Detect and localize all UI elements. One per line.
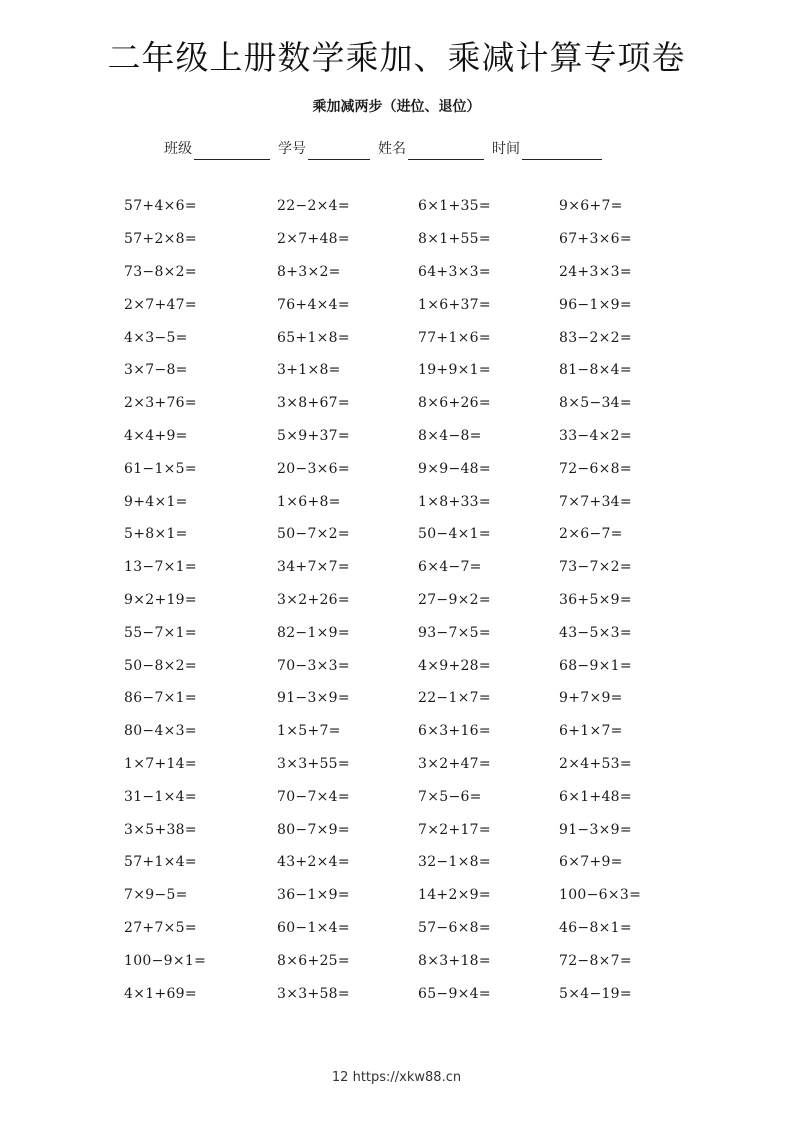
math-problem: 80−4×3=	[124, 723, 197, 740]
math-problem: 57+1×4=	[124, 854, 197, 871]
math-problem: 9+7×9=	[559, 690, 623, 707]
math-problem: 7×7+34=	[559, 493, 632, 510]
problem-row	[124, 387, 684, 420]
problem-row	[124, 190, 684, 223]
math-problem: 2×4+53=	[559, 755, 632, 772]
math-problem: 5+8×1=	[124, 526, 188, 543]
math-problem: 1×8+33=	[418, 493, 491, 510]
math-problem: 3×5+38=	[124, 821, 197, 838]
math-problem: 65−9×4=	[418, 985, 491, 1002]
math-problem: 8+3×2=	[277, 263, 341, 280]
time-blank[interactable]	[522, 143, 602, 160]
math-problem: 73−7×2=	[559, 559, 632, 576]
problem-row	[124, 256, 684, 289]
math-problem: 32−1×8=	[418, 854, 491, 871]
math-problem: 5×9+37=	[277, 427, 350, 444]
math-problem: 3×2+26=	[277, 591, 350, 608]
math-problem: 55−7×1=	[124, 624, 197, 641]
math-problem: 82−1×9=	[277, 624, 350, 641]
math-problem: 80−7×9=	[277, 821, 350, 838]
math-problem: 2×7+47=	[124, 296, 197, 313]
math-problem: 6+1×7=	[559, 723, 623, 740]
math-problem: 50−7×2=	[277, 526, 350, 543]
math-problem: 27−9×2=	[418, 591, 491, 608]
math-problem: 4×9+28=	[418, 657, 491, 674]
math-problem: 61−1×5=	[124, 460, 197, 477]
math-problem: 13−7×1=	[124, 559, 197, 576]
name-blank[interactable]	[408, 143, 484, 160]
math-problem: 4×3−5=	[124, 329, 188, 346]
problem-row	[124, 649, 684, 682]
math-problem: 8×1+55=	[418, 231, 491, 248]
math-problem: 9+4×1=	[124, 493, 188, 510]
math-problem: 46−8×1=	[559, 919, 632, 936]
math-problem: 1×7+14=	[124, 755, 197, 772]
math-problem: 50−8×2=	[124, 657, 197, 674]
math-problem: 36+5×9=	[559, 591, 632, 608]
problem-row	[124, 584, 684, 617]
problem-row	[124, 813, 684, 846]
math-problem: 43+2×4=	[277, 854, 350, 871]
math-problem: 60−1×4=	[277, 919, 350, 936]
math-problem: 34+7×7=	[277, 559, 350, 576]
math-problem: 6×7+9=	[559, 854, 623, 871]
math-problem: 1×5+7=	[277, 723, 341, 740]
math-problem: 8×6+26=	[418, 395, 491, 412]
math-problem: 6×4−7=	[418, 559, 482, 576]
math-problem: 81−8×4=	[559, 362, 632, 379]
math-problem: 57+4×6=	[124, 198, 197, 215]
math-problem: 3+1×8=	[277, 362, 341, 379]
math-problem: 6×1+35=	[418, 198, 491, 215]
math-problem: 9×6+7=	[559, 198, 623, 215]
math-problem: 4×4+9=	[124, 427, 188, 444]
math-problem: 22−2×4=	[277, 198, 350, 215]
math-problem: 67+3×6=	[559, 231, 632, 248]
math-problem: 65+1×8=	[277, 329, 350, 346]
math-problem: 100−6×3=	[559, 887, 642, 904]
math-problem: 1×6+37=	[418, 296, 491, 313]
math-problem: 14+2×9=	[418, 887, 491, 904]
page-footer: 12 https://xkw88.cn	[331, 1070, 462, 1085]
problem-row	[124, 354, 684, 387]
math-problem: 8×5−34=	[559, 395, 632, 412]
class-blank[interactable]	[194, 143, 270, 160]
problem-row	[124, 682, 684, 715]
problem-row	[124, 518, 684, 551]
math-problem: 50−4×1=	[418, 526, 491, 543]
class-label: 班级	[164, 141, 192, 157]
math-problem: 68−9×1=	[559, 657, 632, 674]
math-problem: 72−6×8=	[559, 460, 632, 477]
math-problem: 7×2+17=	[418, 821, 491, 838]
problem-row	[124, 977, 684, 1010]
math-problem: 70−3×3=	[277, 657, 350, 674]
problem-grid	[124, 190, 684, 1010]
name-label: 姓名	[378, 141, 406, 157]
problem-row	[124, 715, 684, 748]
math-problem: 27+7×5=	[124, 919, 197, 936]
time-field	[492, 138, 602, 160]
math-problem: 5×4−19=	[559, 985, 632, 1002]
math-problem: 2×7+48=	[277, 231, 350, 248]
problem-row	[124, 452, 684, 485]
math-problem: 3×3+58=	[277, 985, 350, 1002]
math-problem: 57−6×8=	[418, 919, 491, 936]
math-problem: 20−3×6=	[277, 460, 350, 477]
problem-row	[124, 288, 684, 321]
math-problem: 8×3+18=	[418, 952, 491, 969]
math-problem: 96−1×9=	[559, 296, 632, 313]
problem-row	[124, 485, 684, 518]
problem-row	[124, 944, 684, 977]
math-problem: 91−3×9=	[277, 690, 350, 707]
student-number-field	[278, 138, 370, 160]
math-problem: 6×3+16=	[418, 723, 491, 740]
problem-row	[124, 879, 684, 912]
math-problem: 9×9−48=	[418, 460, 491, 477]
math-problem: 73−8×2=	[124, 263, 197, 280]
math-problem: 36−1×9=	[277, 887, 350, 904]
page-title: 二年级上册数学乘加、乘减计算专项卷	[107, 38, 686, 77]
math-problem: 70−7×4=	[277, 788, 350, 805]
time-label: 时间	[492, 141, 520, 157]
math-problem: 33−4×2=	[559, 427, 632, 444]
problem-row	[124, 420, 684, 453]
problem-row	[124, 748, 684, 781]
math-problem: 2×3+76=	[124, 395, 197, 412]
problem-row	[124, 551, 684, 584]
math-problem: 57+2×8=	[124, 231, 197, 248]
math-problem: 3×2+47=	[418, 755, 491, 772]
math-problem: 83−2×2=	[559, 329, 632, 346]
math-problem: 76+4×4=	[277, 296, 350, 313]
math-problem: 77+1×6=	[418, 329, 491, 346]
student-number-label: 学号	[278, 141, 306, 157]
math-problem: 3×8+67=	[277, 395, 350, 412]
math-problem: 93−7×5=	[418, 624, 491, 641]
student-number-blank[interactable]	[308, 143, 370, 160]
math-problem: 22−1×7=	[418, 690, 491, 707]
math-problem: 31−1×4=	[124, 788, 197, 805]
problem-row	[124, 223, 684, 256]
name-field	[378, 138, 484, 160]
problem-row	[124, 846, 684, 879]
math-problem: 100−9×1=	[124, 952, 207, 969]
math-problem: 7×9−5=	[124, 887, 188, 904]
math-problem: 9×2+19=	[124, 591, 197, 608]
math-problem: 2×6−7=	[559, 526, 623, 543]
problem-row	[124, 912, 684, 945]
math-problem: 8×4−8=	[418, 427, 482, 444]
math-problem: 72−8×7=	[559, 952, 632, 969]
math-problem: 6×1+48=	[559, 788, 632, 805]
student-info-row	[164, 138, 610, 160]
math-problem: 3×3+55=	[277, 755, 350, 772]
math-problem: 86−7×1=	[124, 690, 197, 707]
math-problem: 91−3×9=	[559, 821, 632, 838]
math-problem: 43−5×3=	[559, 624, 632, 641]
problem-row	[124, 616, 684, 649]
math-problem: 4×1+69=	[124, 985, 197, 1002]
math-problem: 1×6+8=	[277, 493, 341, 510]
math-problem: 7×5−6=	[418, 788, 482, 805]
section-subtitle: 乘加减两步（进位、退位）	[312, 99, 481, 115]
problem-row	[124, 321, 684, 354]
math-problem: 3×7−8=	[124, 362, 188, 379]
class-field	[164, 138, 270, 160]
problem-row	[124, 780, 684, 813]
math-problem: 8×6+25=	[277, 952, 350, 969]
math-problem: 24+3×3=	[559, 263, 632, 280]
math-problem: 64+3×3=	[418, 263, 491, 280]
math-problem: 19+9×1=	[418, 362, 491, 379]
